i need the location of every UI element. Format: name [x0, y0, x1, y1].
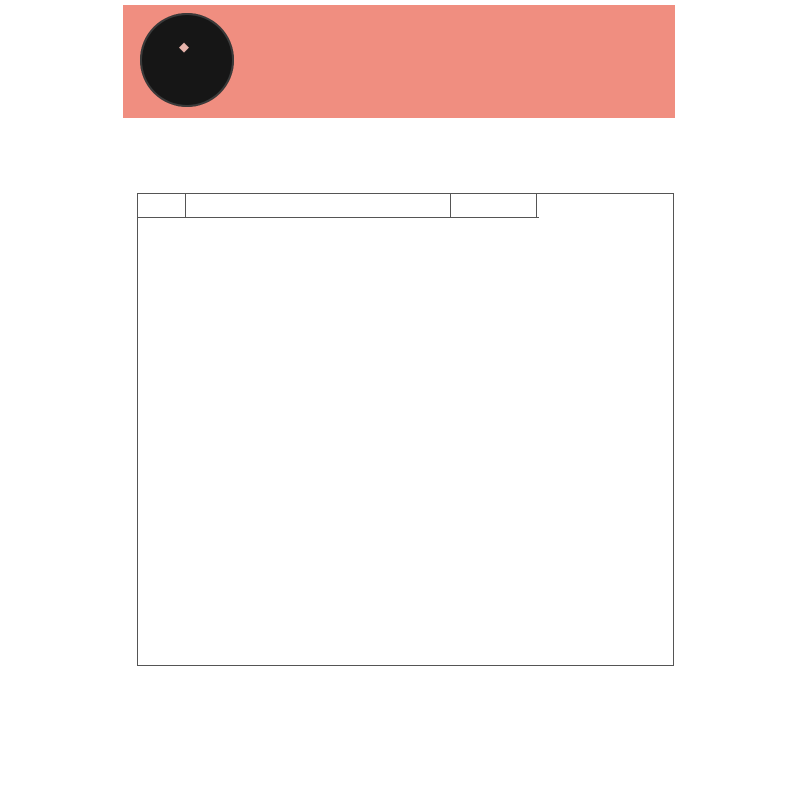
pjv-logo	[140, 13, 234, 107]
diamond-icon: ◆	[179, 39, 189, 54]
header-aud	[451, 194, 537, 218]
valuation-table	[137, 193, 674, 666]
header-banner	[123, 5, 675, 118]
header-code	[138, 194, 186, 218]
header-description	[186, 194, 451, 218]
header-spacer	[537, 194, 539, 218]
